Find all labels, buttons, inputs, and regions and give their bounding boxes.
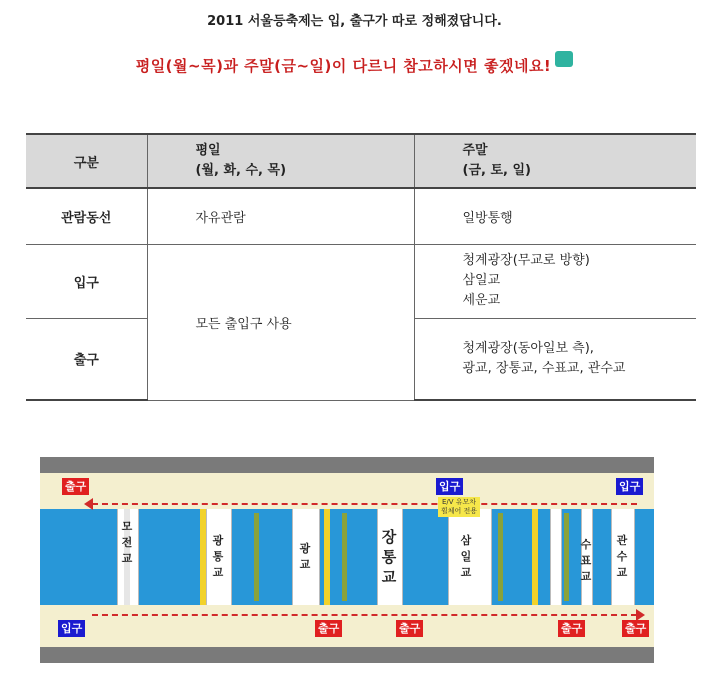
exit-tag: 출구 bbox=[622, 620, 649, 637]
table-row bbox=[26, 244, 696, 318]
row-label-exit: 출구 bbox=[26, 318, 147, 400]
cell-entrance-weekend bbox=[414, 244, 696, 318]
label-jangtonggyo: 장 통 교 bbox=[381, 528, 397, 586]
green-bar bbox=[254, 513, 259, 601]
row-label-route: 관람동선 bbox=[26, 188, 147, 244]
label-gwangtonggyo: 광 통 교 bbox=[212, 534, 224, 579]
header-weekday bbox=[147, 134, 414, 188]
cell-exit-weekend bbox=[414, 318, 696, 400]
ev-note: E/V 유모차 휠체어 전용 bbox=[438, 497, 480, 517]
entrance-tag: 입구 bbox=[616, 478, 643, 495]
arrow-left-head bbox=[84, 498, 93, 510]
exit-item: 청계광장(동아일보 측), bbox=[462, 340, 594, 356]
exit-tag: 출구 bbox=[315, 620, 342, 637]
bridge-gap bbox=[550, 509, 562, 605]
intro-text: 2011 서울등축제는 입, 출구가 따로 정해졌답니다. bbox=[207, 14, 502, 29]
cell-weekday-shared: 모든 출입구 사용 bbox=[147, 244, 414, 400]
notice-text: 평일(월~목)과 주말(금~일)이 다르니 참고하시면 좋겠네요! bbox=[135, 57, 552, 75]
green-bar bbox=[564, 513, 569, 601]
label-gwansugyo: 관 수 교 bbox=[616, 534, 628, 579]
header-weekend-days: (금, 토, 일) bbox=[462, 163, 531, 178]
table-row bbox=[26, 188, 696, 244]
header-category: 구분 bbox=[26, 134, 147, 188]
exit-item: 광교, 장통교, 수표교, 관수교 bbox=[462, 360, 626, 376]
label-gwanggyo: 광 교 bbox=[299, 542, 311, 571]
chat-bubble-icon bbox=[555, 51, 573, 67]
exit-tag: 출구 bbox=[396, 620, 423, 637]
exit-tag: 출구 bbox=[558, 620, 585, 637]
table-header-row bbox=[26, 134, 696, 188]
entrance-item: 청계광장(무교로 방향) bbox=[462, 253, 590, 268]
flow-arrow-bottom bbox=[92, 614, 637, 616]
header-weekend bbox=[414, 134, 696, 188]
cell-route-weekend: 일방통행 bbox=[414, 188, 696, 244]
entrance-exit-table bbox=[26, 133, 696, 401]
entrance-tag: 입구 bbox=[436, 478, 463, 495]
label-supyogyo: 수 표 교 bbox=[580, 538, 592, 583]
road-top bbox=[40, 457, 654, 473]
green-bar bbox=[342, 513, 347, 601]
label-samilgyo: 삼 일 교 bbox=[460, 534, 472, 579]
exit-tag: 출구 bbox=[62, 478, 89, 495]
yellow-bar bbox=[324, 509, 330, 605]
header-weekend-title: 주말 bbox=[462, 143, 488, 158]
entrance-item: 세운교 bbox=[462, 293, 501, 308]
flow-arrow-top bbox=[92, 503, 637, 505]
header-weekday-title: 평일 bbox=[195, 143, 221, 158]
header-weekday-days: (월, 화, 수, 목) bbox=[195, 163, 287, 178]
stream-map bbox=[40, 457, 654, 663]
row-label-entrance: 입구 bbox=[26, 244, 147, 318]
yellow-bar bbox=[532, 509, 538, 605]
schedule-notice bbox=[0, 55, 709, 76]
road-bottom bbox=[40, 647, 654, 663]
entrance-tag: 입구 bbox=[58, 620, 85, 637]
cell-route-weekday: 자유관람 bbox=[147, 188, 414, 244]
entrance-item: 삼일교 bbox=[462, 273, 501, 288]
green-bar bbox=[498, 513, 503, 601]
label-mojeongyo: 모 전 교 bbox=[121, 520, 133, 565]
